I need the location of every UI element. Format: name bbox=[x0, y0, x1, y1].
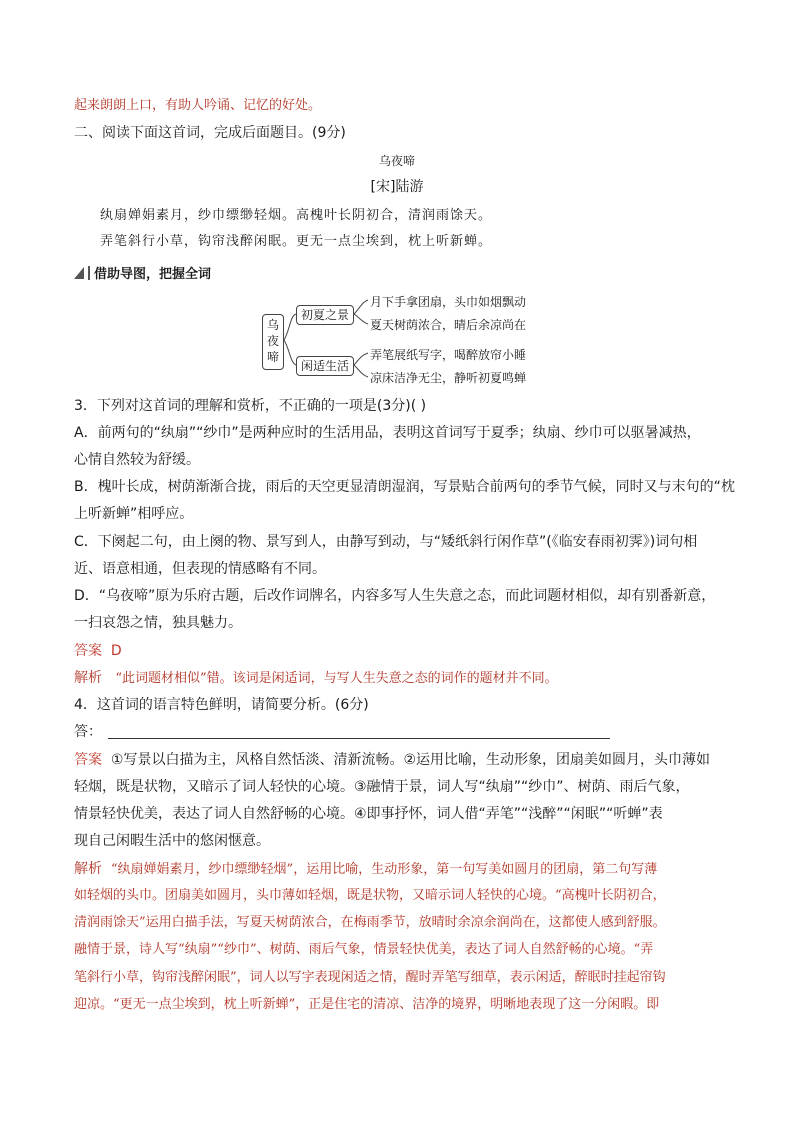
option-b-line-1: B．槐叶长成，树荫渐渐合拢，雨后的天空更显清朗湿润，写景贴合前两句的季节气候，同时又与末句的“枕 bbox=[74, 479, 735, 495]
answer-text: ①写景以白描为主，风格自然恬淡、清新流畅。②运用比喻，生动形象，团扇美如圆月，头巾薄如 bbox=[110, 752, 711, 768]
mindmap-leaf: 月下手拿团扇，头巾如烟飘动 bbox=[370, 295, 527, 309]
question-3: 3．下列对这首词的理解和赏析，不正确的一项是(3分)( ) bbox=[74, 398, 427, 414]
option-d-line-2: 一扫哀怨之情，独具魅力。 bbox=[74, 615, 242, 631]
answer-value: D bbox=[110, 643, 122, 659]
explanation-4-line-1 bbox=[74, 860, 657, 879]
answer-4-line-2: 轻烟，既是状物，又暗示了词人轻快的心境。③融情于景，词人写“纨扇”“纱巾”、树荫、雨后气象， bbox=[74, 779, 690, 795]
answer-label: 答案 bbox=[74, 643, 102, 659]
explanation-4-line-6: 迎凉。“更无一点尘埃到，枕上听新蝉”，正是住宅的清凉、洁净的境界，明晰地表现了这一分闲暇。即 bbox=[74, 997, 660, 1012]
mindmap-root-char: 夜 bbox=[266, 334, 279, 348]
option-b-line-2: 上听新蝉”相呼应。 bbox=[74, 506, 194, 522]
option-d-line-1: D．“乌夜啼”原为乐府古题，后改作词牌名，内容多写人生失意之态，而此词题材相似，却有别番新意， bbox=[74, 588, 716, 604]
option-a-line-2: 心情自然较为舒缓。 bbox=[74, 452, 200, 468]
explanation-4-line-2: 如轻烟的头巾。团扇美如圆月，头巾薄如轻烟，既是状物，又暗示词人轻快的心境。“高槐叶长阴初合， bbox=[74, 888, 666, 903]
answer-blank bbox=[74, 723, 610, 741]
mindmap-leaf: 弄笔展纸写字，喝醉放帘小睡 bbox=[370, 348, 527, 362]
answer-4-line-1 bbox=[74, 751, 710, 769]
explanation-3 bbox=[74, 669, 558, 688]
option-c-line-1: C．下阕起二句，由上阕的物、景写到人，由静写到动，与“矮纸斜行闲作草”(《临安春雨初霁》)词句相 bbox=[74, 534, 698, 550]
mindmap-leaf: 凉床洁净无尘，静听初夏鸣蝉 bbox=[370, 371, 527, 385]
poem-title: 乌夜啼 bbox=[378, 154, 415, 168]
mindmap-root-char: 啼 bbox=[266, 350, 279, 364]
explanation-text: “纨扇婵娟素月，纱巾缥缈轻烟”，运用比喻，生动形象，第一句写美如圆月的团扇，第二句写薄 bbox=[110, 862, 658, 877]
explanation-4-line-5: 笔斜行小草，钩帘浅醉闲眠”，词人以写字表现闲适之情，醒时弄笔写细草，表示闲适，醉眠时挂起帘钩 bbox=[74, 970, 666, 985]
explanation-label: 解析 bbox=[74, 670, 102, 686]
answer-prompt: 答： bbox=[74, 724, 102, 740]
mindmap-branch-leisure: 闲适生活 bbox=[296, 356, 354, 376]
answer-4-line-4: 现自己闲暇生活中的悠闲惬意。 bbox=[74, 833, 270, 849]
previous-explanation-tail: 起来朗朗上口，有助人吟诵、记忆的好处。 bbox=[74, 98, 322, 113]
explanation-4-line-4: 融情于景，诗人写“纨扇”“纱巾”、树荫、雨后气象，情景轻快优美，表达了词人自然舒畅的心境。“弄 bbox=[74, 942, 654, 957]
section-two-heading: 二、阅读下面这首词，完成后面题目。(9分) bbox=[74, 125, 346, 141]
explanation-4-line-3: 清润雨馀天”运用白描手法，写夏天树荫浓合，在梅雨季节，放晴时余凉余润尚在，这都使人感到舒服。 bbox=[74, 915, 666, 930]
mindmap-root-char: 乌 bbox=[266, 318, 279, 332]
option-c-line-2: 近、语意相通，但表现的情感略有不同。 bbox=[74, 561, 326, 577]
question-4: 4．这首词的语言特色鲜明，请简要分析。(6分) bbox=[74, 697, 369, 713]
poem-author: [宋]陆游 bbox=[370, 179, 424, 195]
poem-line-2: 弄笔斜行小草，钩帘浅醉闲眠。更无一点尘埃到，枕上听新蝉。 bbox=[100, 234, 493, 249]
option-a-line-1: A．前两句的“纨扇”“纱巾”是两种应时的生活用品，表明这首词写于夏季；纨扇、纱巾可以驱暑减热， bbox=[74, 425, 701, 441]
answer-3 bbox=[74, 642, 122, 660]
mindmap-connectors bbox=[0, 0, 794, 400]
explanation-text: “此词题材相似”错。该词是闲适词，与写人生失意之态的词作的题材并不同。 bbox=[115, 671, 558, 686]
explanation-label: 解析 bbox=[74, 861, 102, 877]
answer-4-line-3: 情景轻快优美，表达了词人自然舒畅的心境。④即事抒怀，词人借“弄笔”“浅醉”“闲眠”“听蝉”表 bbox=[74, 806, 663, 822]
poem-line-1: 纨扇婵娟素月，纱巾缥缈轻烟。高槐叶长阴初合，清润雨馀天。 bbox=[100, 208, 493, 223]
mindmap-section-label: 借助导图，把握全词 bbox=[94, 267, 212, 282]
mindmap-branch-scenery: 初夏之景 bbox=[296, 305, 354, 325]
answer-input-line[interactable] bbox=[108, 738, 610, 739]
answer-label: 答案 bbox=[74, 752, 102, 768]
mindmap-leaf: 夏天树荫浓合，晴后余凉尚在 bbox=[370, 318, 527, 332]
